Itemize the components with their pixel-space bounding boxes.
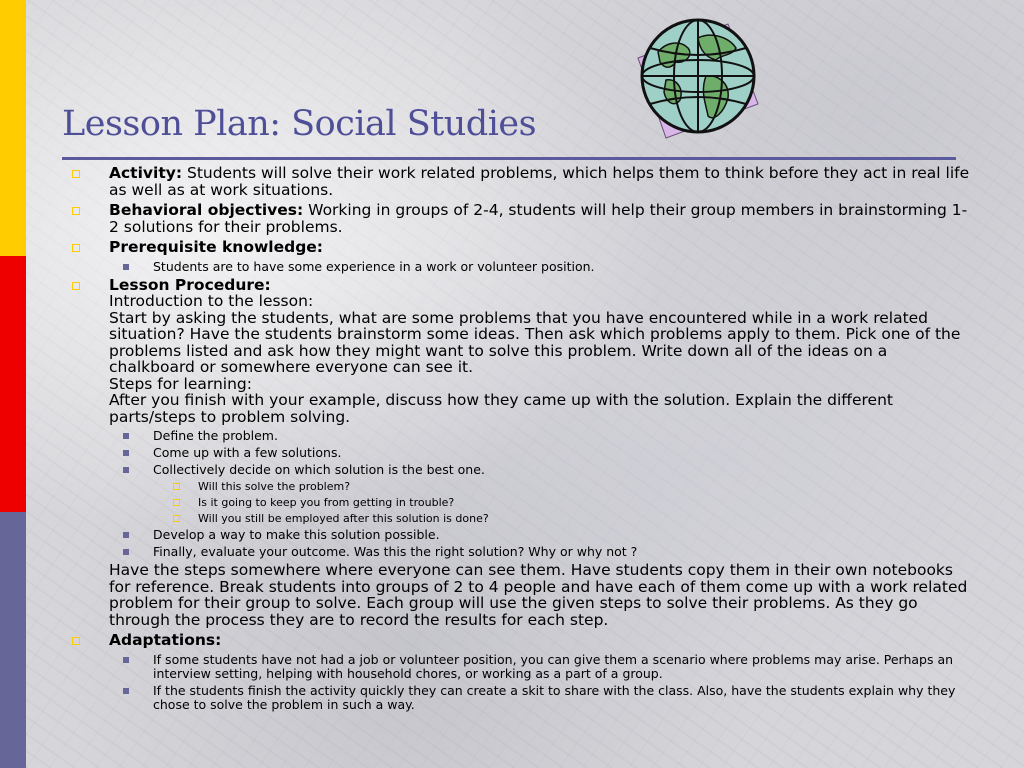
activity-text: Students will solve their work related problems, which helps them to think before they act in real life as well as at work situations. <box>109 164 970 199</box>
question-item <box>72 512 977 525</box>
adaptation-text: If some students have not had a job or volunteer position, you can give them a scenario where problems may arise. Perhaps an interview setting, helping with household chores, or working as a part of a group. <box>153 651 954 681</box>
steps-heading: Steps for learning: <box>109 374 252 393</box>
hollow-square-bullet-icon <box>72 170 80 178</box>
step-item <box>72 446 977 460</box>
slide-content <box>72 165 977 715</box>
filled-square-bullet-icon <box>123 433 129 439</box>
question-text: Will this solve the problem? <box>198 480 351 493</box>
filled-square-bullet-icon <box>123 532 129 538</box>
intro-text: Start by asking the students, what are some problems that you have encountered while in a work related situation? Have the students brainstorm some ideas. Then ask which problems apply to them. Pick one of the problems listed and ask how they might want to solve this problem. Write down all of the ideas on a chalkboard or somewhere everyone can see it. <box>109 308 961 376</box>
bullet-activity <box>72 165 977 198</box>
globe-clipart-icon <box>636 18 760 142</box>
slide-title: Lesson Plan: Social Studies <box>62 104 537 144</box>
bullet-behavioral-objectives <box>72 202 977 235</box>
step-text: Collectively decide on which solution is the best one. <box>153 462 485 477</box>
intro-heading: Introduction to the lesson: <box>109 292 314 310</box>
question-text: Will you still be employed after this solution is done? <box>198 512 489 525</box>
adaptation-item <box>72 653 977 681</box>
filled-square-bullet-icon <box>123 264 129 270</box>
hollow-square-bullet-icon <box>72 637 80 645</box>
steps-text: After you finish with your example, discuss how they came up with the solution. Explain the different parts/steps to problem solving. <box>109 391 893 426</box>
filled-square-bullet-icon <box>123 467 129 473</box>
prerequisite-label: Prerequisite knowledge: <box>109 238 324 256</box>
step-item <box>72 545 977 559</box>
step-text: Develop a way to make this solution possible. <box>153 527 440 542</box>
procedure-closing <box>72 562 977 628</box>
bullet-adaptations <box>72 632 977 649</box>
step-item <box>72 429 977 443</box>
adaptation-item <box>72 684 977 712</box>
question-item <box>72 496 977 509</box>
hollow-square-bullet-icon <box>72 282 80 290</box>
bullet-lesson-procedure <box>72 277 977 294</box>
question-text: Is it going to keep you from getting in trouble? <box>198 496 455 509</box>
procedure-body <box>72 293 977 425</box>
title-underline <box>62 157 956 160</box>
prerequisite-sub-text: Students are to have some experience in a work or volunteer position. <box>153 258 595 274</box>
bullet-prerequisite <box>72 239 977 256</box>
hollow-square-bullet-icon <box>72 207 80 215</box>
hollow-square-bullet-icon <box>173 483 180 490</box>
sidebar-blue-band <box>0 512 26 768</box>
closing-text: Have the steps somewhere where everyone can see them. Have students copy them in their own notebooks for reference. Break students into groups of 2 to 4 people and have each of them come up with a work related problem for their group to solve. Each group will use the given steps to solve their problems. As they go through the process they are to record the results for each step. <box>109 561 968 629</box>
step-item <box>72 463 977 477</box>
step-text: Finally, evaluate your outcome. Was this the right solution? Why or why not ? <box>153 544 638 559</box>
sub-bullet-prerequisite <box>72 260 977 274</box>
step-item <box>72 528 977 542</box>
filled-square-bullet-icon <box>123 450 129 456</box>
question-item <box>72 480 977 493</box>
step-text: Define the problem. <box>153 428 278 443</box>
activity-label: Activity: <box>109 164 183 182</box>
hollow-square-bullet-icon <box>173 499 180 506</box>
hollow-square-bullet-icon <box>173 515 180 522</box>
intro-paragraph <box>109 310 977 376</box>
sidebar-red-band <box>0 256 26 512</box>
behavioral-text: Working in groups of 2-4, students will help their group members in brainstorming 1-2 solutions for their problems. <box>109 201 968 236</box>
adaptations-label: Adaptations: <box>109 631 222 649</box>
adaptation-text: If the students finish the activity quickly they can create a skit to share with the class. Also, have the students explain why they chose to solve the problem in such a way. <box>153 682 956 712</box>
filled-square-bullet-icon <box>123 657 129 663</box>
filled-square-bullet-icon <box>123 688 129 694</box>
procedure-label: Lesson Procedure: <box>109 275 271 294</box>
step-text: Come up with a few solutions. <box>153 445 342 460</box>
behavioral-label: Behavioral objectives: <box>109 201 304 219</box>
filled-square-bullet-icon <box>123 549 129 555</box>
sidebar-yellow-band <box>0 0 26 256</box>
hollow-square-bullet-icon <box>72 244 80 252</box>
